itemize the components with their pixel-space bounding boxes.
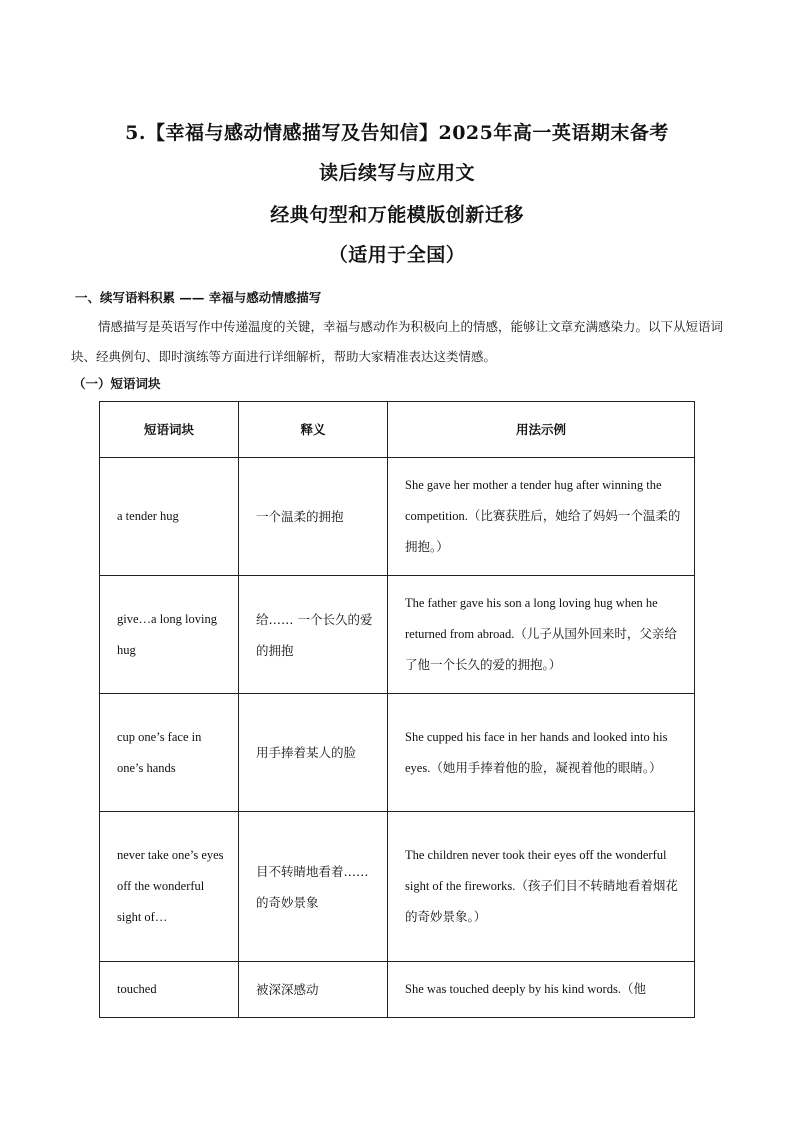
column-header-phrase: 短语词块 <box>100 402 239 458</box>
doc-title-line-3: 经典句型和万能模版创新迁移 <box>270 204 524 226</box>
example-cell: She cupped his face in her hands and looked into his eyes.（她用手捧着他的脸，凝视着他的眼睛。） <box>388 694 695 812</box>
meaning-cell: 给…… 一个长久的爱的拥抱 <box>239 576 388 694</box>
phrase-cell: give…a long loving hug <box>100 576 239 694</box>
table-header-row <box>100 402 695 458</box>
example-cell: She was touched deeply by his kind words.（他 <box>388 962 695 1018</box>
table-row <box>100 962 695 1018</box>
phrase-cell: never take one’s eyes off the wonderful sight of… <box>100 812 239 962</box>
example-cell: She gave her mother a tender hug after winning the competition.（比赛获胜后，她给了妈妈一个温柔的拥抱。） <box>388 458 695 576</box>
column-header-meaning: 释义 <box>239 402 388 458</box>
meaning-cell: 一个温柔的拥抱 <box>239 458 388 576</box>
meaning-cell: 被深深感动 <box>239 962 388 1018</box>
table-row <box>100 576 695 694</box>
example-cell: The children never took their eyes off the wonderful sight of the fireworks.（孩子们目不转睛地看着烟花的奇妙景象。） <box>388 812 695 962</box>
phrase-cell: touched <box>100 962 239 1018</box>
example-cell: The father gave his son a long loving hug when he returned from abroad.（儿子从国外回来时，父亲给了他一个长久的爱的拥抱。） <box>388 576 695 694</box>
table-row <box>100 458 695 576</box>
doc-title-line-4: （适用于全国） <box>328 244 466 266</box>
phrase-cell: cup one’s face in one’s hands <box>100 694 239 812</box>
table-row <box>100 812 695 962</box>
column-header-example: 用法示例 <box>388 402 695 458</box>
doc-title-line-2: 读后续写与应用文 <box>318 162 475 184</box>
sub-heading-phrases: （一）短语词块 <box>73 376 161 391</box>
table-row <box>100 694 695 812</box>
meaning-cell: 用手捧着某人的脸 <box>239 694 388 812</box>
phrase-table <box>99 401 695 1018</box>
section-heading: 一、续写语料积累 —— 幸福与感动情感描写 <box>75 290 322 305</box>
doc-title-line-1: 5.【幸福与感动情感描写及告知信】2025年高一英语期末备考 <box>125 122 669 144</box>
meaning-cell: 目不转睛地看着…… 的奇妙景象 <box>239 812 388 962</box>
intro-paragraph: 情感描写是英语写作中传递温度的关键，幸福与感动作为积极向上的情感，能够让文章充满感染力。以下从短语词块、经典例句、即时演练等方面进行详细解析，帮助大家精准表达这类情感。 <box>71 319 724 364</box>
phrase-cell: a tender hug <box>100 458 239 576</box>
